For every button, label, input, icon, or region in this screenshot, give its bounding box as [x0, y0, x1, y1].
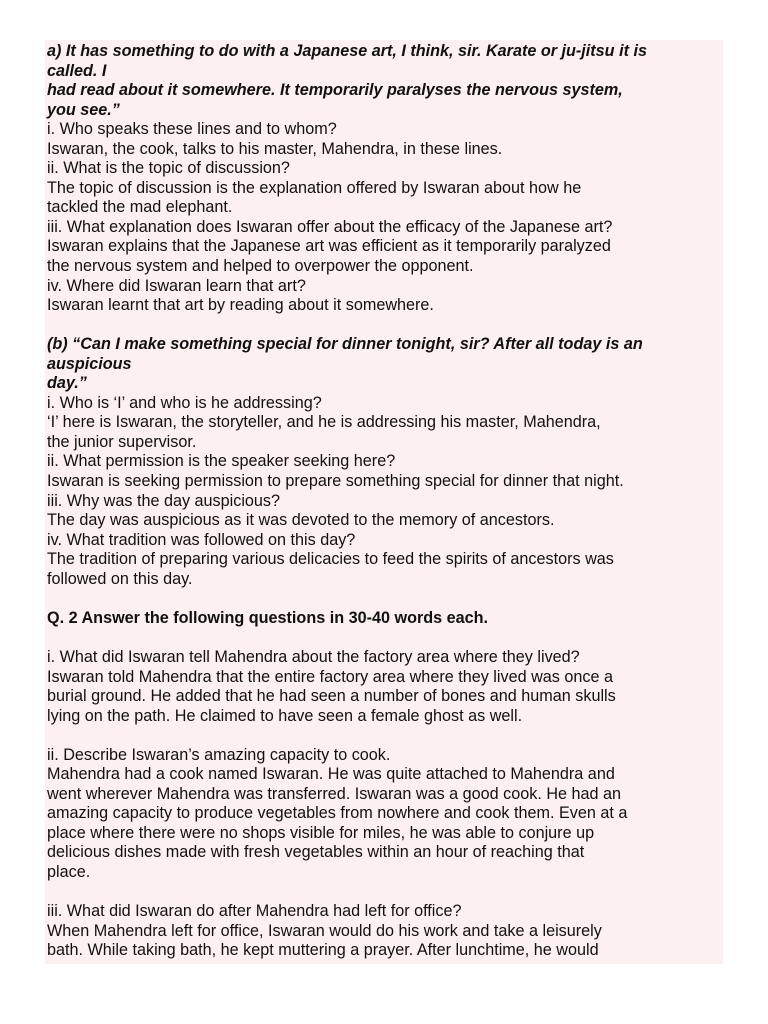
answer-line: went wherever Mahendra was transferred. Iswaran was a good cook. He had an — [47, 784, 622, 803]
section-a — [47, 42, 723, 316]
answer-line: Iswaran learnt that art by reading about it somewhere. — [47, 296, 434, 315]
question-line: iii. Why was the day auspicious? — [47, 491, 281, 510]
answer-line: The topic of discussion is the explanation offered by Iswaran about how he — [47, 178, 582, 197]
question-line: iii. What did Iswaran do after Mahendra had left for office? — [47, 902, 462, 921]
answer-line: Iswaran explains that the Japanese art was efficient as it temporarily paralyzed — [47, 237, 611, 256]
document-page — [45, 40, 723, 964]
section-b — [47, 335, 723, 589]
answer-line: amazing capacity to produce vegetables from nowhere and cook them. Even at a — [47, 804, 628, 823]
quote-line: you see.” — [47, 100, 120, 119]
question-line: i. What did Iswaran tell Mahendra about the factory area where they lived? — [47, 647, 580, 666]
answer-line: the junior supervisor. — [47, 432, 197, 451]
answer-line: The day was auspicious as it was devoted to the memory of ancestors. — [47, 511, 555, 530]
section-heading: Q. 2 Answer the following questions in 30-40 words each. — [47, 608, 489, 627]
answer-line: place where there were no shops visible for miles, he was able to conjure up — [47, 823, 595, 842]
question-line: ii. What permission is the speaker seeking here? — [47, 452, 396, 471]
question-line: iv. What tradition was followed on this day? — [47, 530, 356, 549]
answer-line: The tradition of preparing various delicacies to feed the spirits of ancestors was — [47, 550, 614, 569]
answer-line: Iswaran told Mahendra that the entire factory area where they lived was once a — [47, 667, 613, 686]
answer-line: tackled the mad elephant. — [47, 198, 233, 217]
question-line: iii. What explanation does Iswaran offer about the efficacy of the Japanese art? — [47, 217, 613, 236]
question-line: iv. Where did Iswaran learn that art? — [47, 276, 306, 295]
answer-line: ‘I’ here is Iswaran, the storyteller, and he is addressing his master, Mahendra, — [47, 413, 601, 432]
answer-line: burial ground. He added that he had seen a number of bones and human skulls — [47, 687, 616, 706]
quote-line: had read about it somewhere. It temporarily paralyses the nervous system, — [47, 81, 623, 100]
paragraph-gap — [47, 883, 723, 903]
answer-line: bath. While taking bath, he kept muttering a prayer. After lunchtime, he would — [47, 941, 599, 960]
answer-block-3 — [47, 902, 723, 961]
paragraph-gap — [47, 628, 723, 648]
answer-line: Mahendra had a cook named Iswaran. He was quite attached to Mahendra and — [47, 765, 615, 784]
answer-line: lying on the path. He claimed to have seen a female ghost as well. — [47, 706, 523, 725]
answer-line: Iswaran is seeking permission to prepare something special for dinner that night. — [47, 472, 624, 491]
paragraph-gap — [47, 589, 723, 609]
answer-block-2 — [47, 746, 723, 883]
answer-line: When Mahendra left for office, Iswaran would do his work and take a leisurely — [47, 921, 602, 940]
question-line: i. Who speaks these lines and to whom? — [47, 120, 337, 139]
paragraph-gap — [47, 726, 723, 746]
quote-line: day.” — [47, 374, 87, 393]
paragraph-gap — [47, 316, 723, 336]
answer-block-1 — [47, 648, 723, 726]
answer-line: followed on this day. — [47, 569, 193, 588]
answer-line: the nervous system and helped to overpower the opponent. — [47, 257, 474, 276]
quote-line: a) It has something to do with a Japanese art, I think, sir. Karate or ju-jitsu it is — [47, 42, 647, 60]
answer-line: Iswaran, the cook, talks to his master, Mahendra, in these lines. — [47, 139, 503, 158]
quote-line: (b) “Can I make something special for dinner tonight, sir? After all today is an — [47, 335, 643, 354]
answer-line: place. — [47, 862, 91, 881]
question-line: ii. What is the topic of discussion? — [47, 159, 290, 178]
quote-line: called. I — [47, 61, 107, 80]
quote-line: auspicious — [47, 354, 132, 373]
question-line: i. Who is ‘I’ and who is he addressing? — [47, 393, 322, 412]
question-line: ii. Describe Iswaran’s amazing capacity to cook. — [47, 745, 391, 764]
answer-line: delicious dishes made with fresh vegetables within an hour of reaching that — [47, 843, 585, 862]
